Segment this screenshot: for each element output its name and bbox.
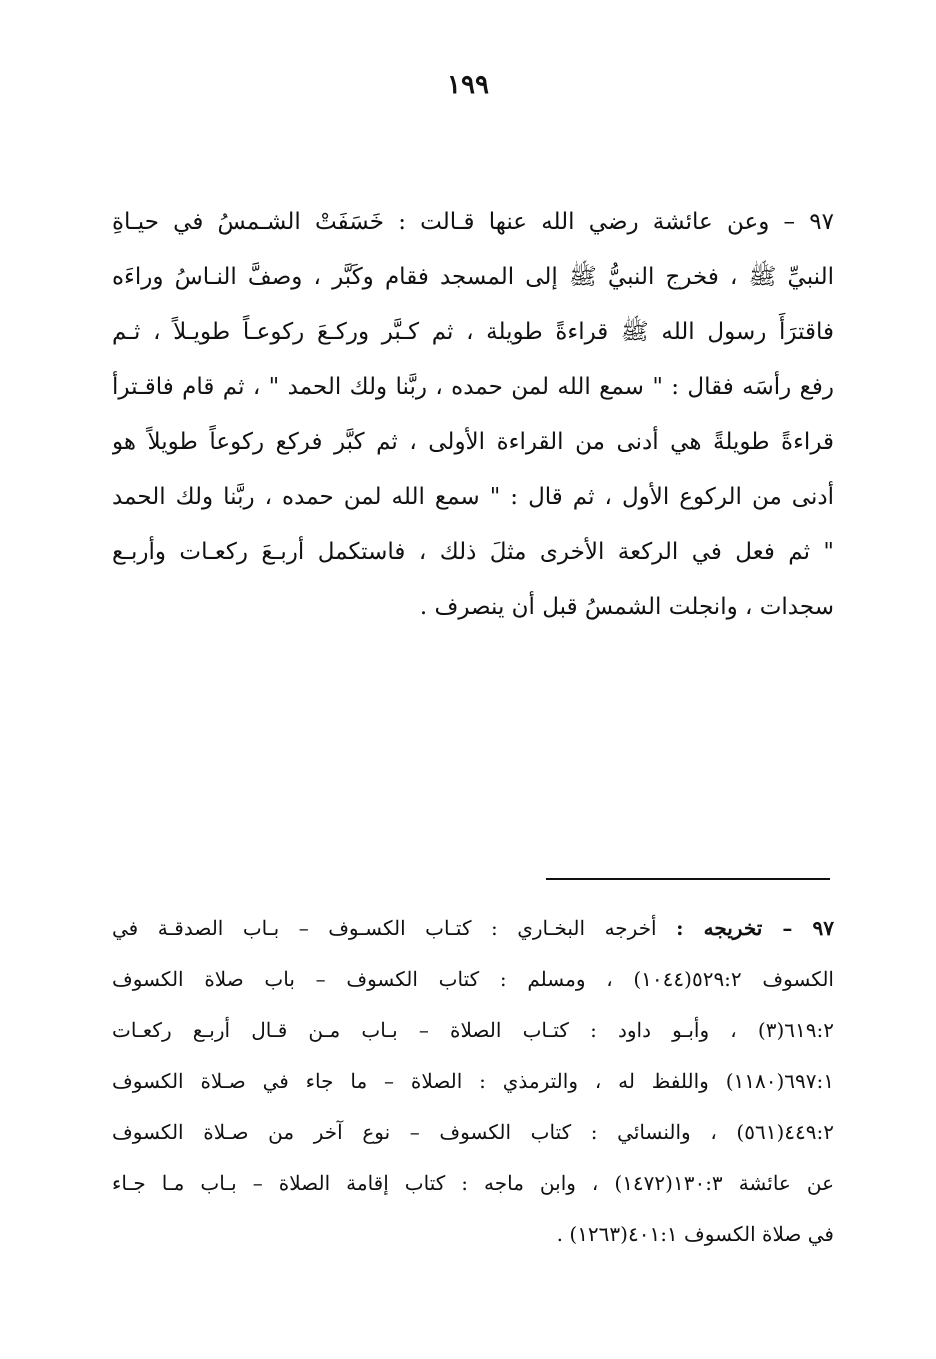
hadith-line: قراءةً طويلةً هي أدنى من القراءة الأولى ، ثم كبَّر فركع ركوعاً طويلاً هو [112, 429, 834, 455]
takhrij-line: عن عائشة ١٣٠:٣(١٤٧٢) ، وابن ماجه : كتاب إقامة الصلاة – بـاب مـا جـاء [112, 1171, 834, 1195]
hadith-line: أدنى من الركوع الأول ، ثم قال : " سمع الله لمن حمده ، ربَّنا ولك الحمد [112, 484, 834, 510]
takhrij-line-text: أخرجه البخـاري : كتـاب الكسـوف – بـاب الصدقـة في [112, 916, 657, 940]
takhrij-line: ٤٤٩:٢(٥٦١) ، والنسائي : كتاب الكسوف – نوع آخر من صـلاة الكسوف [112, 1120, 834, 1144]
hadith-text [112, 195, 834, 635]
hadith-line: رفع رأسَه فقال : " سمع الله لمن حمده ، ربَّنا ولك الحمد " ، ثم قام فاقـترأ [112, 374, 834, 400]
hadith-line: فاقترَأَ رسول الله ﷺ قراءةً طويلة ، ثم كـبَّر وركـعَ ركوعـاً طويـلاً ، ثـم [112, 319, 834, 345]
hadith-line: النبيِّ ﷺ ، فخرج النبيُّ ﷺ إلى المسجد فقام وكَبَّر ، وصفَّ النـاسُ وراءَه [112, 264, 834, 290]
hadith-line: سجدات ، وانجلت الشمسُ قبل أن ينصرف . [419, 594, 834, 620]
takhrij-footnote [112, 903, 834, 1260]
takhrij-line [112, 903, 834, 954]
takhrij-line: ٦١٩:٢(٣) ، وأبـو داود : كتـاب الصلاة – بـاب مـن قـال أربـع ركعـات [112, 1018, 834, 1042]
takhrij-line: في صلاة الكسوف ٤٠١:١(١٢٦٣) . [556, 1222, 834, 1246]
takhrij-line: ٦٩٧:١(١١٨٠) واللفظ له ، والترمذي : الصلاة – ما جاء في صـلاة الكسوف [112, 1069, 834, 1093]
takhrij-label: ٩٧ – تخريجه : [676, 916, 834, 940]
takhrij-line: الكسوف ٥٢٩:٢(١٠٤٤) ، ومسلم : كتاب الكسوف – باب صلاة الكسوف [112, 967, 834, 991]
hadith-line: ٩٧ – وعن عائشة رضي الله عنها قـالت : خَسَفَتْ الشـمسُ في حيـاةِ [112, 209, 834, 235]
hadith-line: " ثم فعل في الركعة الأخرى مثلَ ذلك ، فاستكمل أربـعَ ركعـات وأربـع [112, 539, 834, 565]
page-number: ١٩٩ [447, 70, 489, 100]
footnote-separator [546, 878, 830, 880]
